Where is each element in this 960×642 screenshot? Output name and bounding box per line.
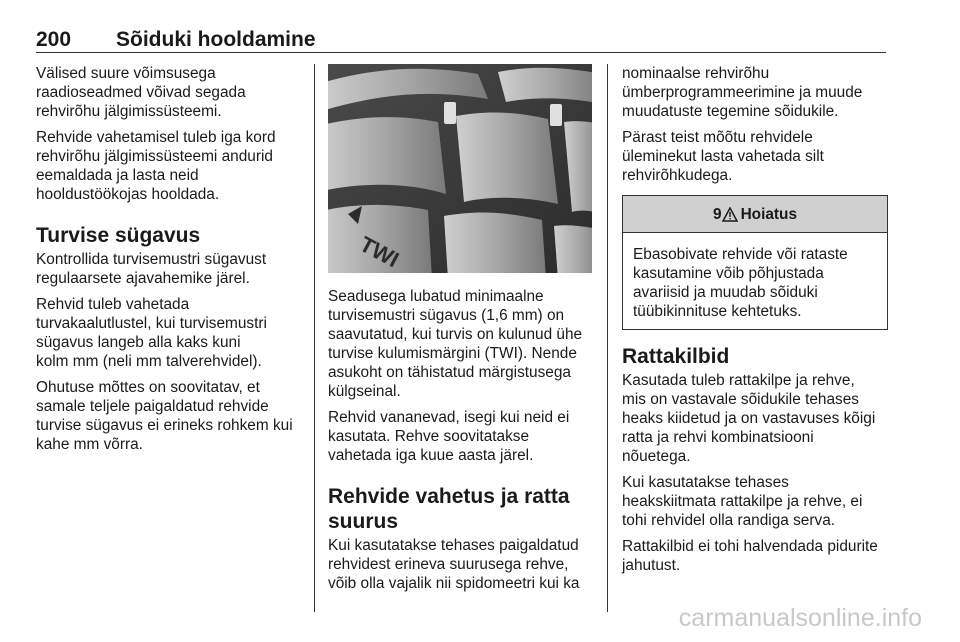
page-number: 200 (36, 28, 72, 51)
section-heading: Turvise sügavus (36, 224, 201, 247)
column-divider (607, 64, 608, 612)
tire-tread-photo (328, 64, 592, 273)
paragraph: Välised suure võimsusega raadioseadmed võivad segada rehvirõhu jälgimissüsteemi. (36, 65, 246, 120)
paragraph: Rehvide vahetamisel tuleb iga kord rehvirõhu jälgimissüsteemi andurid eemaldada ja lasta neid hooldustöökojas hooldada. (36, 129, 276, 203)
page-header (36, 28, 886, 53)
paragraph: Kui kasutatakse tehases paigaldatud rehvidest erineva suurusega rehve, võib olla vajalik nii spidomeetri kui ka (328, 537, 580, 592)
paragraph: Pärast teist mõõtu rehvidele üleminekut lasta vahetada silt rehvirõhkudega. (622, 129, 824, 184)
column-divider (314, 64, 315, 612)
paragraph: Kontrollida turvisemustri sügavust regulaarsete ajavahemike järel. (36, 251, 267, 287)
warning-header (623, 196, 887, 233)
section-heading: Rehvide vahetus ja ratta suurus (328, 485, 570, 533)
column-right (622, 64, 888, 582)
warning-title: Hoiatus (740, 205, 797, 223)
paragraph: Kui kasutatakse tehases heakskiitmata rattakilpe ja rehve, ei tohi rehvidel olla randiga serva. (622, 474, 863, 529)
watermark: carmanualsonline.info (678, 604, 922, 632)
warning-body: Ebasobivate rehvide või rataste kasutamine võib põhjustada avariisid ja muudab sõiduki tüübikinnituse kehtetuks. (633, 246, 848, 320)
column-middle (328, 64, 596, 600)
paragraph: Rehvid vananevad, isegi kui neid ei kasutata. Rehve soovitatakse vahetada iga kuue aasta järel. (328, 409, 570, 464)
warning-box (622, 195, 888, 330)
running-title: Sõiduki hooldamine (116, 28, 316, 51)
section-heading: Rattakilbid (622, 345, 730, 368)
paragraph: Rattakilbid ei tohi halvendada pidurite jahutust. (622, 538, 878, 574)
twi-marking: TWI (355, 231, 403, 273)
paragraph: Seadusega lubatud minimaalne turvisemustri sügavus (1,6 mm) on saavutatud, kui turvis on kulunud ühe turvise kulumismärgini (TWI). Nende asukoht on tähistatud märgistusega külgseinal. (328, 288, 583, 400)
paragraph: nominaalse rehvirõhu ümberprogrammeerimine ja muude muudatuste tegemine sõidukile. (622, 65, 863, 120)
warning-number: 9 (713, 205, 722, 223)
column-left (36, 64, 304, 461)
warning-triangle-icon (722, 207, 738, 222)
paragraph: Kasutada tuleb rattakilpe ja rehve, mis on vastavale sõidukile tehases heaks kiidetud ja on vastavuses kõigi ratta ja rehvi kombinatsiooni nõuetega. (622, 372, 876, 465)
paragraph: Rehvid tuleb vahetada turvakaalutlustel, kui turvisemustri sügavus langeb alla kaks kuni kolm mm (neli mm talverehvidel). (36, 296, 267, 370)
paragraph: Ohutuse mõttes on soovitatav, et samale teljele paigaldatud rehvide turvise sügavus ei erineks rohkem kui kahe mm võrra. (36, 379, 293, 453)
